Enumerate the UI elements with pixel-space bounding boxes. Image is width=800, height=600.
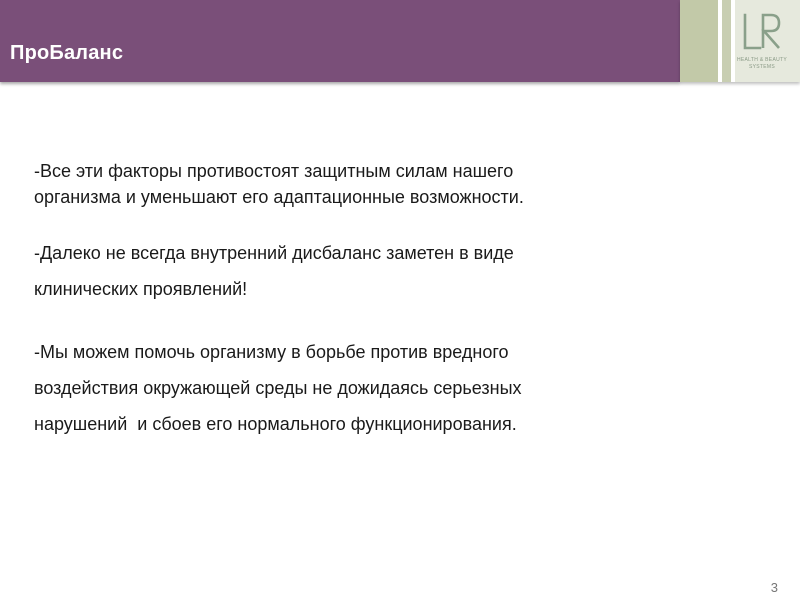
stripe (680, 0, 718, 82)
text-line: -Мы можем помочь организму в борьбе против вредного (34, 342, 509, 362)
text-line: -Все эти факторы противостоят защитным силам нашего (34, 161, 514, 181)
paragraph (34, 158, 674, 210)
logo-subtitle-line: SYSTEMS (749, 64, 775, 70)
paragraph (34, 235, 674, 307)
paragraph (34, 334, 674, 442)
text-line: воздействия окружающей среды не дожидаясь серьезных (34, 378, 522, 398)
text-line: нарушений и сбоев его нормального функционирования. (34, 414, 517, 434)
logo-subtitle (724, 57, 800, 71)
lr-logo-icon (742, 12, 782, 52)
lr-logo (724, 10, 800, 82)
header-bar (0, 0, 680, 82)
text-line: -Далеко не всегда внутренний дисбаланс заметен в виде (34, 243, 514, 263)
page-title: ПроБаланс (10, 42, 124, 64)
content-body (34, 158, 674, 442)
text-line: клинических проявлений! (34, 279, 248, 299)
text-line: организма и уменьшают его адаптационные возможности. (34, 187, 524, 207)
logo-subtitle-line: HEALTH & BEAUTY (737, 57, 787, 63)
page-number: 3 (770, 580, 778, 595)
